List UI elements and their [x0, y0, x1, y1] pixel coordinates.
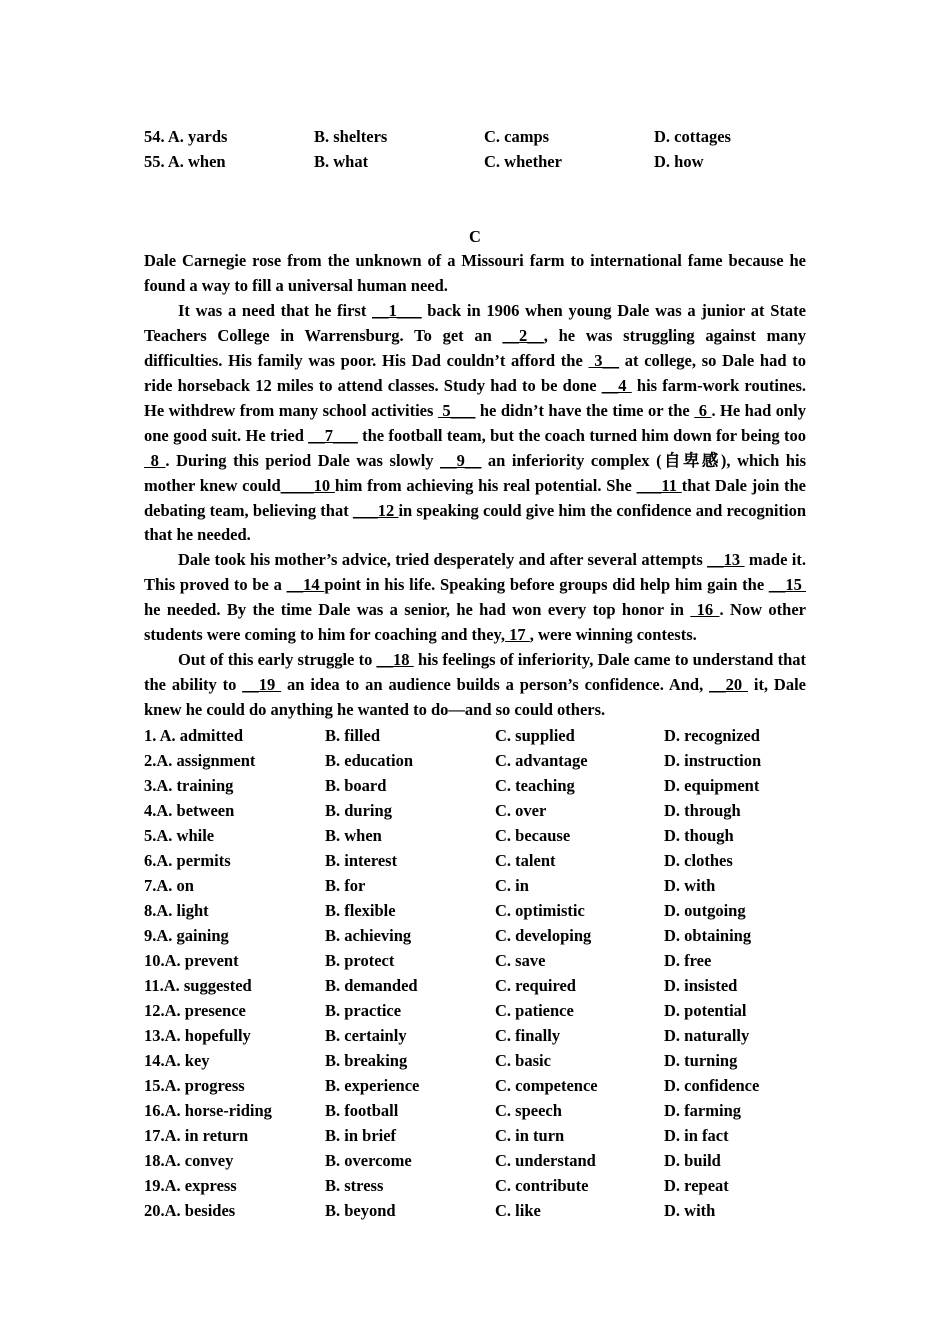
answer-options [144, 723, 806, 1223]
option-d: D. confidence [664, 1076, 760, 1096]
option-row [144, 748, 806, 773]
option-row [144, 1123, 806, 1148]
option-d: D. clothes [664, 851, 733, 871]
blank: __1___ [372, 300, 422, 320]
option-d: D. repeat [664, 1176, 729, 1196]
passage-paragraph-3 [144, 648, 806, 723]
option-row [144, 998, 806, 1023]
option-b: B. board [325, 776, 387, 796]
option-d: D. turning [664, 1051, 738, 1071]
passage-text: it, Dale knew he could do anything he wanted to do—and so could others. [144, 675, 807, 720]
passage-text: . He had only one good suit. He tried [144, 400, 807, 445]
option-b: B. experience [325, 1076, 420, 1096]
option-row [144, 823, 806, 848]
blank: __4 [601, 375, 632, 395]
option-b: B. stress [325, 1176, 384, 1196]
option-a: 8.A. light [144, 901, 209, 921]
passage-text: an idea to an audience builds a person’s confidence. And, [281, 675, 710, 695]
passage-text: , he was struggling against many difficulties. His family was poor. His Dad couldn’t afford the [144, 325, 806, 370]
option-b: B. flexible [325, 901, 396, 921]
option-a: 18.A. convey [144, 1151, 234, 1171]
blank: 8 [144, 450, 166, 470]
option-row [144, 1098, 806, 1123]
option-d: D. build [664, 1151, 721, 1171]
option-d: D. with [664, 876, 716, 896]
option-row [144, 773, 806, 798]
option-c: C. like [495, 1201, 541, 1221]
option-c: C. talent [495, 851, 556, 871]
option-row [144, 1073, 806, 1098]
option-row [144, 1148, 806, 1173]
option-c: C. advantage [495, 751, 588, 771]
passage-text: his farm-work routines. He withdrew from many school activities [144, 375, 807, 420]
question-row [144, 149, 806, 174]
option-c: C. teaching [495, 776, 575, 796]
option-a: 15.A. progress [144, 1076, 245, 1096]
passage-intro: Dale Carnegie rose from the unknown of a Missouri farm to international fame because he found a way to fill a universal human need. [144, 251, 806, 295]
option-row [144, 723, 806, 748]
option-a: 20.A. besides [144, 1201, 236, 1221]
option-c: C. basic [495, 1051, 551, 1071]
option-c: C. contribute [495, 1176, 589, 1196]
option-d: D. in fact [664, 1126, 729, 1146]
option-a: 10.A. prevent [144, 951, 239, 971]
option-c: C. understand [495, 1151, 596, 1171]
option-d: D. insisted [664, 976, 738, 996]
passage-paragraph-2 [144, 548, 806, 648]
option-d: D. with [664, 1201, 716, 1221]
blank: 6 [694, 400, 712, 420]
option-b: B. interest [325, 851, 398, 871]
option-a: 12.A. presence [144, 1001, 246, 1021]
option-c: C. because [495, 826, 571, 846]
blank: __9__ [440, 450, 482, 470]
option-b: B. beyond [325, 1201, 396, 1221]
blank: __15 [768, 575, 807, 595]
option-row [144, 1023, 806, 1048]
option-a: 13.A. hopefully [144, 1026, 251, 1046]
blank: __7___ [308, 425, 358, 445]
option-b: B. what [314, 152, 369, 171]
option-b: B. filled [325, 726, 381, 746]
option-a: 3.A. training [144, 776, 234, 796]
option-d: D. recognized [664, 726, 760, 746]
option-c: C. patience [495, 1001, 574, 1021]
option-row [144, 798, 806, 823]
option-b: B. during [325, 801, 392, 821]
section-label: C [469, 227, 481, 246]
option-d: D. obtaining [664, 926, 752, 946]
option-a: 6.A. permits [144, 851, 231, 871]
option-row [144, 923, 806, 948]
passage-text: he didn’t have the time or the [475, 400, 695, 420]
option-row [144, 1198, 806, 1223]
option-row [144, 1173, 806, 1198]
option-d: D. equipment [664, 776, 760, 796]
option-row [144, 848, 806, 873]
option-c: C. competence [495, 1076, 598, 1096]
option-b: B. shelters [314, 127, 388, 146]
blank: __14 [286, 575, 325, 595]
blank: 16 [690, 600, 720, 620]
blank: __2__ [502, 325, 544, 345]
option-b: B. education [325, 751, 414, 771]
passage-text: made it. This proved to be a [144, 550, 807, 595]
blank: __18 [376, 650, 414, 670]
option-c: C. supplied [495, 726, 575, 746]
passage-text: back in 1906 when young Dale was a junior at State Teachers College in Warrensburg. To get an [144, 300, 807, 345]
option-d: D. how [654, 152, 704, 171]
passage-paragraph-1 [144, 299, 806, 549]
option-b: B. achieving [325, 926, 412, 946]
option-d: D. though [664, 826, 734, 846]
document-page [144, 124, 806, 1223]
option-b: B. protect [325, 951, 395, 971]
option-c: C. whether [484, 152, 562, 171]
option-b: B. breaking [325, 1051, 408, 1071]
option-c: C. speech [495, 1101, 562, 1121]
option-c: C. camps [484, 127, 550, 146]
option-b: B. demanded [325, 976, 418, 996]
option-d: D. outgoing [664, 901, 746, 921]
passage-text: he needed. By the time Dale was a senior, he had won every top honor in [144, 600, 691, 620]
option-b: B. overcome [325, 1151, 412, 1171]
passage-text: point in his life. Speaking before groups did help him gain the [324, 575, 769, 595]
blank: 5___ [437, 400, 476, 420]
passage-text: the football team, but the coach turned him down for being too [357, 425, 806, 445]
option-c: C. save [495, 951, 546, 971]
option-row [144, 948, 806, 973]
option-a: 14.A. key [144, 1051, 210, 1071]
option-row [144, 873, 806, 898]
option-a: 4.A. between [144, 801, 235, 821]
blank: ___11 [636, 475, 682, 495]
blank: 17 [505, 625, 530, 645]
option-c: C. required [495, 976, 576, 996]
passage-text: Dale took his mother’s advice, tried desperately and after several attempts [178, 550, 708, 570]
option-a: 17.A. in return [144, 1126, 249, 1146]
option-row [144, 1048, 806, 1073]
option-b: B. certainly [325, 1026, 407, 1046]
option-a: 16.A. horse-riding [144, 1101, 272, 1121]
option-d: D. free [664, 951, 712, 971]
option-a: 55. A. when [144, 152, 226, 171]
option-c: C. in [495, 876, 529, 896]
passage-text: . During this period Dale was slowly [165, 450, 441, 470]
blank: __13 [707, 550, 745, 570]
option-d: D. cottages [654, 127, 731, 146]
option-row [144, 898, 806, 923]
blank: ___12 [352, 500, 399, 520]
passage-text: that Dale join the debating team, believing that [144, 475, 807, 520]
option-a: 54. A. yards [144, 127, 228, 146]
option-b: B. in brief [325, 1126, 397, 1146]
question-row [144, 124, 806, 149]
spacer [144, 174, 806, 224]
passage-text: his feelings of inferiority, Dale came to understand that the ability to [144, 650, 806, 695]
option-d: D. farming [664, 1101, 741, 1121]
option-a: 2.A. assignment [144, 751, 256, 771]
passage-text: , were winning contests. [529, 625, 697, 645]
option-c: C. developing [495, 926, 592, 946]
previous-questions [144, 124, 806, 174]
blank: 3__ [588, 350, 619, 370]
passage-text: It was a need that he first [178, 300, 373, 320]
passage-text: in speaking could give him the confidence and recognition that he needed. [144, 500, 806, 545]
option-b: B. practice [325, 1001, 402, 1021]
option-d: D. potential [664, 1001, 747, 1021]
passage-text: Out of this early struggle to [178, 650, 377, 670]
option-b: B. football [325, 1101, 399, 1121]
option-c: C. optimistic [495, 901, 585, 921]
option-a: 1. A. admitted [144, 726, 243, 746]
option-d: D. instruction [664, 751, 762, 771]
option-c: C. over [495, 801, 547, 821]
option-a: 5.A. while [144, 826, 215, 846]
option-a: 19.A. express [144, 1176, 237, 1196]
option-c: C. in turn [495, 1126, 565, 1146]
option-a: 7.A. on [144, 876, 194, 896]
option-row [144, 973, 806, 998]
blank: __19 [242, 675, 282, 695]
blank: ____10 [280, 475, 335, 495]
option-d: D. through [664, 801, 741, 821]
option-b: B. when [325, 826, 382, 846]
option-a: 9.A. gaining [144, 926, 229, 946]
passage-text: an inferiority complex (自卑感), which his mother knew could [144, 450, 806, 495]
option-c: C. finally [495, 1026, 561, 1046]
passage-text: him from achieving his real potential. She [334, 475, 637, 495]
option-a: 11.A. suggested [144, 976, 252, 996]
option-b: B. for [325, 876, 366, 896]
option-d: D. naturally [664, 1026, 750, 1046]
blank: __20 [709, 675, 748, 695]
passage-text: . Now other students were coming to him for coaching and they, [144, 600, 807, 645]
passage-text: at college, so Dale had to ride horseback 12 miles to attend classes. Study had to be done [144, 350, 806, 395]
